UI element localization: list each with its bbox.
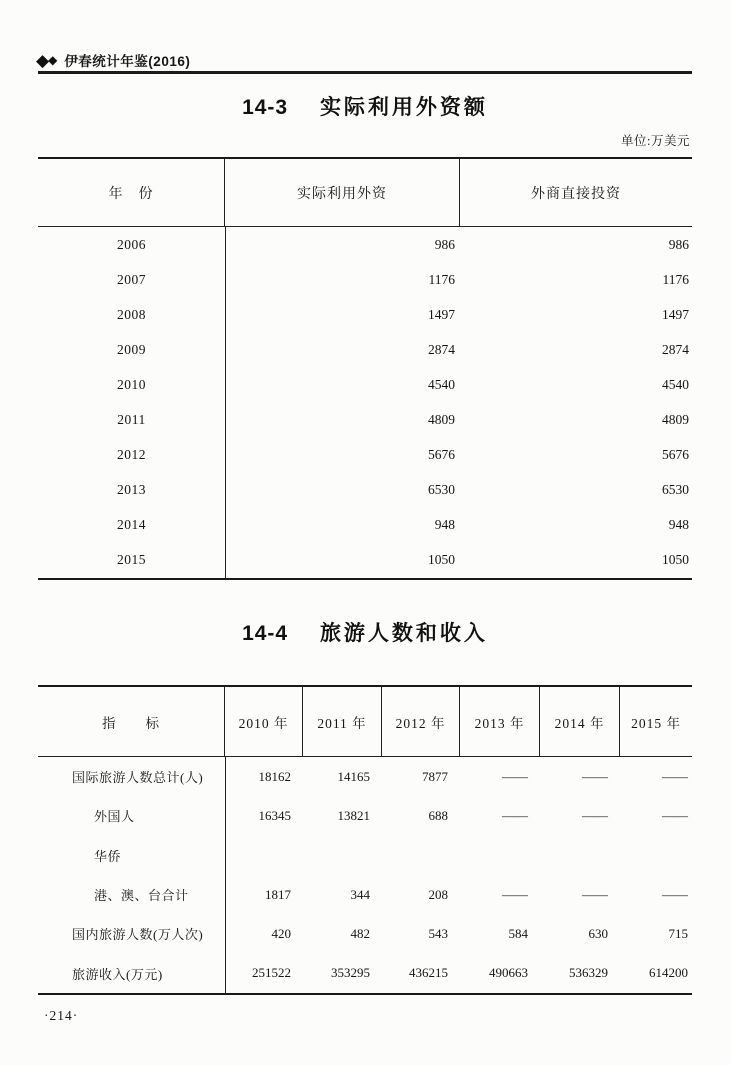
value-cell: 13821 (337, 807, 370, 823)
year-cell: 2007 (117, 271, 146, 287)
table-row (38, 367, 692, 402)
value-cell: 353295 (331, 965, 370, 981)
table2-number: 14-4 (242, 622, 289, 645)
value-cell: 18162 (258, 768, 291, 784)
column-header-2011: 2011 年 (303, 687, 382, 756)
unit-label: 单位:万美元 (621, 134, 690, 148)
indicator-cell: 旅游收入(万元) (72, 966, 163, 982)
year-cell: 2006 (117, 236, 146, 252)
fdi-value-cell: 4809 (662, 412, 689, 428)
table1-header-row (38, 159, 692, 227)
year-cell: 2014 (117, 517, 146, 533)
year-cell: 2012 (117, 447, 146, 463)
value-cell: —— (582, 807, 608, 823)
table-row (38, 836, 692, 875)
fdi-value-cell: 1497 (662, 306, 689, 322)
table2-header-row (38, 687, 692, 757)
indicator-cell: 外国人 (94, 809, 135, 825)
table1-body (38, 227, 692, 578)
table-row (38, 875, 692, 914)
page-number: ·214· (44, 1008, 79, 1023)
value-cell: 1817 (265, 886, 291, 902)
table-row (38, 227, 692, 262)
table1-name: 实际利用外资额 (319, 96, 488, 119)
indicator-cell: 国际旅游人数总计(人) (72, 770, 204, 786)
table-row (38, 543, 692, 578)
fdi-value-cell: 5676 (662, 447, 689, 463)
year-cell: 2011 (117, 412, 146, 428)
utilized-value-cell: 5676 (428, 447, 455, 463)
column-header-2014: 2014 年 (540, 687, 620, 756)
utilized-value-cell: 986 (434, 236, 455, 252)
table-row (38, 402, 692, 437)
foreign-capital-table (38, 157, 692, 580)
year-cell: 2013 (117, 482, 146, 498)
value-cell: 688 (428, 807, 448, 823)
fdi-value-cell: 986 (668, 236, 689, 252)
value-cell: —— (502, 886, 528, 902)
value-cell: —— (662, 886, 688, 902)
fdi-value-cell: 1176 (662, 271, 689, 287)
utilized-value-cell: 2874 (428, 341, 455, 357)
year-cell: 2009 (117, 341, 146, 357)
table2-name: 旅游人数和收入 (319, 622, 488, 645)
value-cell: 7877 (422, 768, 448, 784)
column-header-indicator: 指 标 (38, 687, 225, 756)
value-cell: 420 (271, 925, 291, 941)
column-header-fdi: 外商直接投资 (531, 186, 621, 202)
table-row (38, 914, 692, 953)
table-row (38, 473, 692, 508)
table1-title (0, 91, 730, 121)
column-header-year: 年 份 (38, 159, 225, 226)
indicator-cell: 港、澳、台合计 (94, 888, 189, 904)
table2-title (0, 617, 730, 647)
value-cell: 536329 (569, 965, 608, 981)
indicator-cell: 华侨 (94, 848, 122, 864)
value-cell: 490663 (489, 965, 528, 981)
value-cell: —— (582, 768, 608, 784)
value-cell: 482 (350, 925, 370, 941)
header-rule (38, 71, 692, 74)
yearbook-title: 伊春统计年鉴(2016) (64, 54, 191, 69)
value-cell: —— (502, 768, 528, 784)
table-row (38, 438, 692, 473)
fdi-value-cell: 2874 (662, 341, 689, 357)
year-cell: 2010 (117, 376, 146, 392)
column-header-2013: 2013 年 (460, 687, 540, 756)
book-header (36, 50, 190, 70)
utilized-value-cell: 1176 (428, 271, 455, 287)
utilized-value-cell: 6530 (428, 482, 455, 498)
table-row (38, 332, 692, 367)
value-cell: 543 (428, 925, 448, 941)
indicator-cell: 国内旅游人数(万人次) (72, 927, 204, 943)
column-header-2015: 2015 年 (631, 715, 681, 731)
value-cell: 584 (508, 925, 528, 941)
diamond-icon-large: ◆ (36, 50, 50, 70)
value-cell: 344 (350, 886, 370, 902)
utilized-value-cell: 4809 (428, 412, 455, 428)
value-cell: 715 (668, 925, 688, 941)
value-cell: —— (582, 886, 608, 902)
value-cell: —— (662, 807, 688, 823)
year-cell: 2008 (117, 306, 146, 322)
utilized-value-cell: 1497 (428, 306, 455, 322)
fdi-value-cell: 1050 (662, 552, 689, 568)
fdi-value-cell: 4540 (662, 376, 689, 392)
value-cell: 16345 (258, 807, 291, 823)
fdi-value-cell: 6530 (662, 482, 689, 498)
value-cell: —— (662, 768, 688, 784)
table-row (38, 757, 692, 796)
value-cell: —— (502, 807, 528, 823)
value-cell: 614200 (649, 965, 688, 981)
value-cell: 208 (428, 886, 448, 902)
year-cell: 2015 (117, 552, 146, 568)
fdi-value-cell: 948 (668, 517, 689, 533)
diamond-icon-small: ◆ (48, 53, 58, 67)
value-cell: 436215 (409, 965, 448, 981)
table-row (38, 297, 692, 332)
table-row (38, 262, 692, 297)
table-row (38, 954, 692, 993)
table2-body (38, 757, 692, 993)
utilized-value-cell: 948 (434, 517, 455, 533)
column-header-2010: 2010 年 (225, 687, 303, 756)
table-row (38, 508, 692, 543)
column-header-2012: 2012 年 (382, 687, 460, 756)
utilized-value-cell: 1050 (428, 552, 455, 568)
tourism-table (38, 685, 692, 995)
table1-number: 14-3 (242, 96, 289, 119)
value-cell: 251522 (252, 965, 291, 981)
utilized-value-cell: 4540 (428, 376, 455, 392)
value-cell: 630 (588, 925, 608, 941)
value-cell: 14165 (337, 768, 370, 784)
column-header-utilized-capital: 实际利用外资 (225, 159, 460, 226)
table-row (38, 796, 692, 835)
